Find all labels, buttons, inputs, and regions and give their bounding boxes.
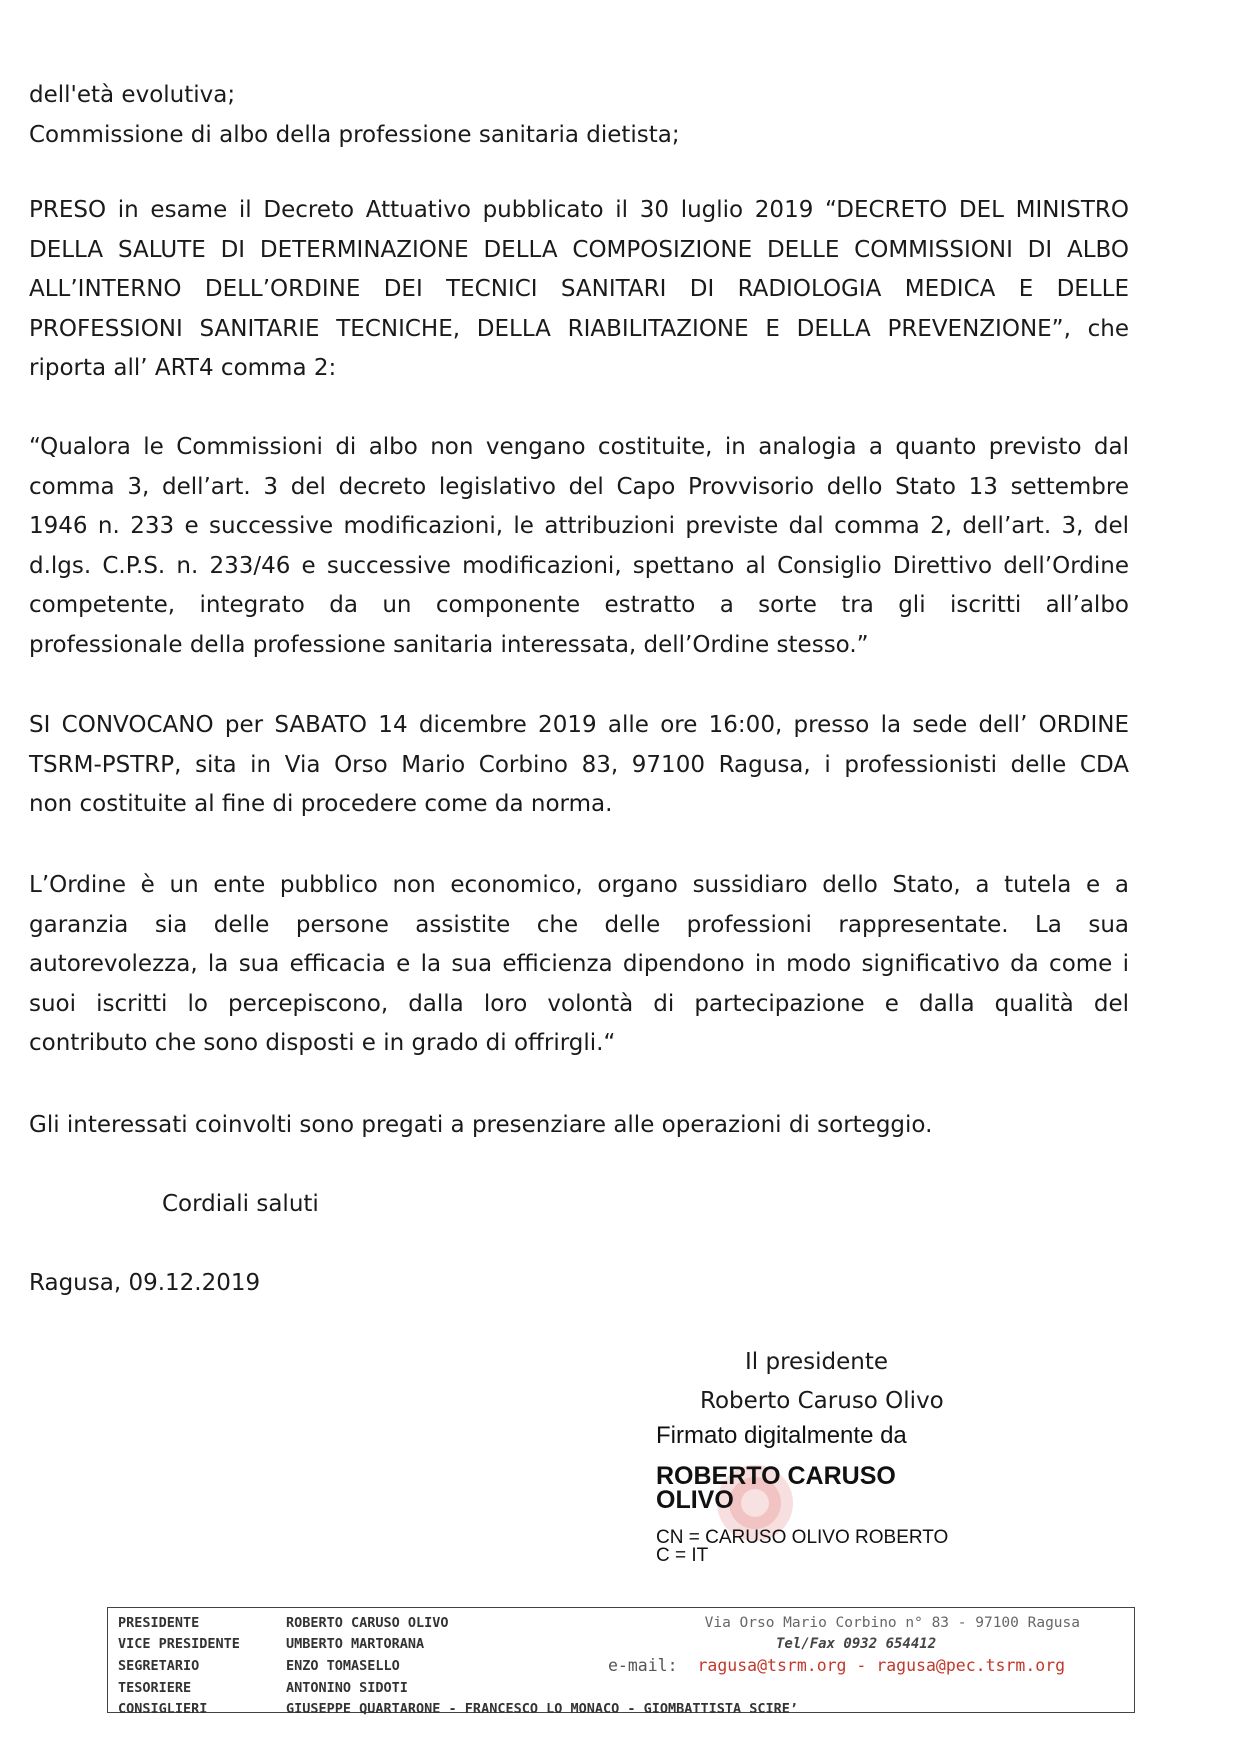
president-title: Il presidente [745, 1349, 889, 1375]
officer-role: PRESIDENTE [118, 1615, 200, 1631]
text-line: SI CONVOCANO per SABATO 14 dicembre 2019 alle ore 16:00, presso la sede dell’ ORDINE [29, 712, 1129, 738]
officer-name: UMBERTO MARTORANA [286, 1636, 425, 1652]
text-line: ALL’INTERNO DELL’ORDINE DEI TECNICI SANITARI DI RADIOLOGIA MEDICA E DELLE [29, 276, 1129, 302]
ordine-paragraph [29, 866, 1129, 1064]
email-separator: - [846, 1656, 877, 1675]
text-line: “Qualora le Commissioni di albo non vengano costituite, in analogia a quanto previsto dal [29, 434, 1129, 460]
officer-name: ROBERTO CARUSO OLIVO [286, 1615, 449, 1631]
text-line: garanzia sia delle persone assistite che delle professioni rappresentate. La sua [29, 911, 1129, 938]
officer-role: CONSIGLIERI [118, 1701, 208, 1717]
text-line: comma 3, dell’art. 3 del decreto legislativo del Capo Provvisorio dello Stato 13 settembre [29, 473, 1129, 500]
text-line: Gli interessati coinvolti sono pregati a presenziare alle operazioni di sorteggio. [29, 1112, 933, 1138]
text-line: non costituite al fine di procedere come da norma. [29, 791, 613, 817]
officer-name: GIUSEPPE QUARTARONE - FRANCESCO LO MONACO - GIOMBATTISTA SCIRE’ [286, 1701, 799, 1717]
email-label: e-mail: [608, 1656, 678, 1675]
text-line: L’Ordine è un ente pubblico non economico, organo sussidiaro dello Stato, a tutela e a [29, 872, 1129, 898]
intro-paragraph [29, 76, 1129, 155]
office-address: Via Orso Mario Corbino n° 83 - 97100 Ragusa [704, 1615, 1080, 1631]
text-line: d.lgs. C.P.S. n. 233/46 e successive modificazioni, spettano al Consiglio Direttivo dell’Ordine [29, 552, 1129, 579]
letterhead-footer [107, 1607, 1135, 1717]
officer-role: VICE PRESIDENTE [118, 1636, 240, 1652]
text-line: autorevolezza, la sua efficacia e la sua efficienza dipendono in modo significativo da come i [29, 951, 1129, 977]
officer-role: TESORIERE [118, 1680, 192, 1696]
signature-name: ROBERTO CARUSO OLIVO [656, 1462, 896, 1514]
signature-label: Firmato digitalmente da [656, 1422, 907, 1449]
text-line: 1946 n. 233 e successive modificazioni, le attribuzioni previste dal comma 2, dell’art. 3, del [29, 513, 1129, 539]
officer-role: SEGRETARIO [118, 1658, 200, 1674]
text-line: TSRM-PSTRP, sita in Via Orso Mario Corbino 83, 97100 Ragusa, i professionisti delle CDA [29, 751, 1129, 778]
text-line: contributo che sono disposti e in grado di offrirgli.“ [29, 1030, 616, 1056]
greeting: Cordiali saluti [162, 1191, 319, 1217]
text-line: suoi iscritti lo percepiscono, dalla loro volontà di partecipazione e dalla qualità del [29, 990, 1129, 1017]
signature-cn: CN = CARUSO OLIVO ROBERTO [656, 1527, 949, 1548]
signature-country: C = IT [656, 1545, 709, 1566]
text-line: dell'età evolutiva; [29, 82, 236, 108]
place-date: Ragusa, 09.12.2019 [29, 1270, 261, 1296]
preso-paragraph [29, 191, 1129, 389]
text-line: professionale della professione sanitaria interessata, dell’Ordine stesso.” [29, 631, 869, 658]
president-name: Roberto Caruso Olivo [700, 1388, 944, 1414]
text-line: PROFESSIONI SANITARIE TECNICHE, DELLA RIABILITAZIONE E DELLA PREVENZIONE”, che [29, 315, 1129, 342]
digital-signature [656, 1422, 1016, 1572]
quote-paragraph [29, 428, 1129, 665]
text-line: Commissione di albo della professione sanitaria dietista; [29, 121, 680, 148]
office-phone: Tel/Fax 0932 654412 [776, 1636, 937, 1652]
convoca-paragraph [29, 706, 1129, 825]
closing-paragraph [29, 1106, 1129, 1146]
office-email [608, 1654, 1065, 1678]
officer-name: ANTONINO SIDOTI [286, 1680, 408, 1696]
email-link[interactable]: ragusa@tsrm.org [697, 1656, 847, 1675]
text-line: riporta all’ ART4 comma 2: [29, 355, 337, 381]
pec-email-link[interactable]: ragusa@pec.tsrm.org [876, 1656, 1066, 1675]
officer-name: ENZO TOMASELLO [286, 1658, 400, 1674]
text-line: PRESO in esame il Decreto Attuativo pubblicato il 30 luglio 2019 “DECRETO DEL MINISTRO [29, 197, 1129, 223]
text-line: DELLA SALUTE DI DETERMINAZIONE DELLA COMPOSIZIONE DELLE COMMISSIONI DI ALBO [29, 236, 1129, 263]
text-line: competente, integrato da un componente estratto a sorte tra gli iscritti all’albo [29, 592, 1129, 618]
